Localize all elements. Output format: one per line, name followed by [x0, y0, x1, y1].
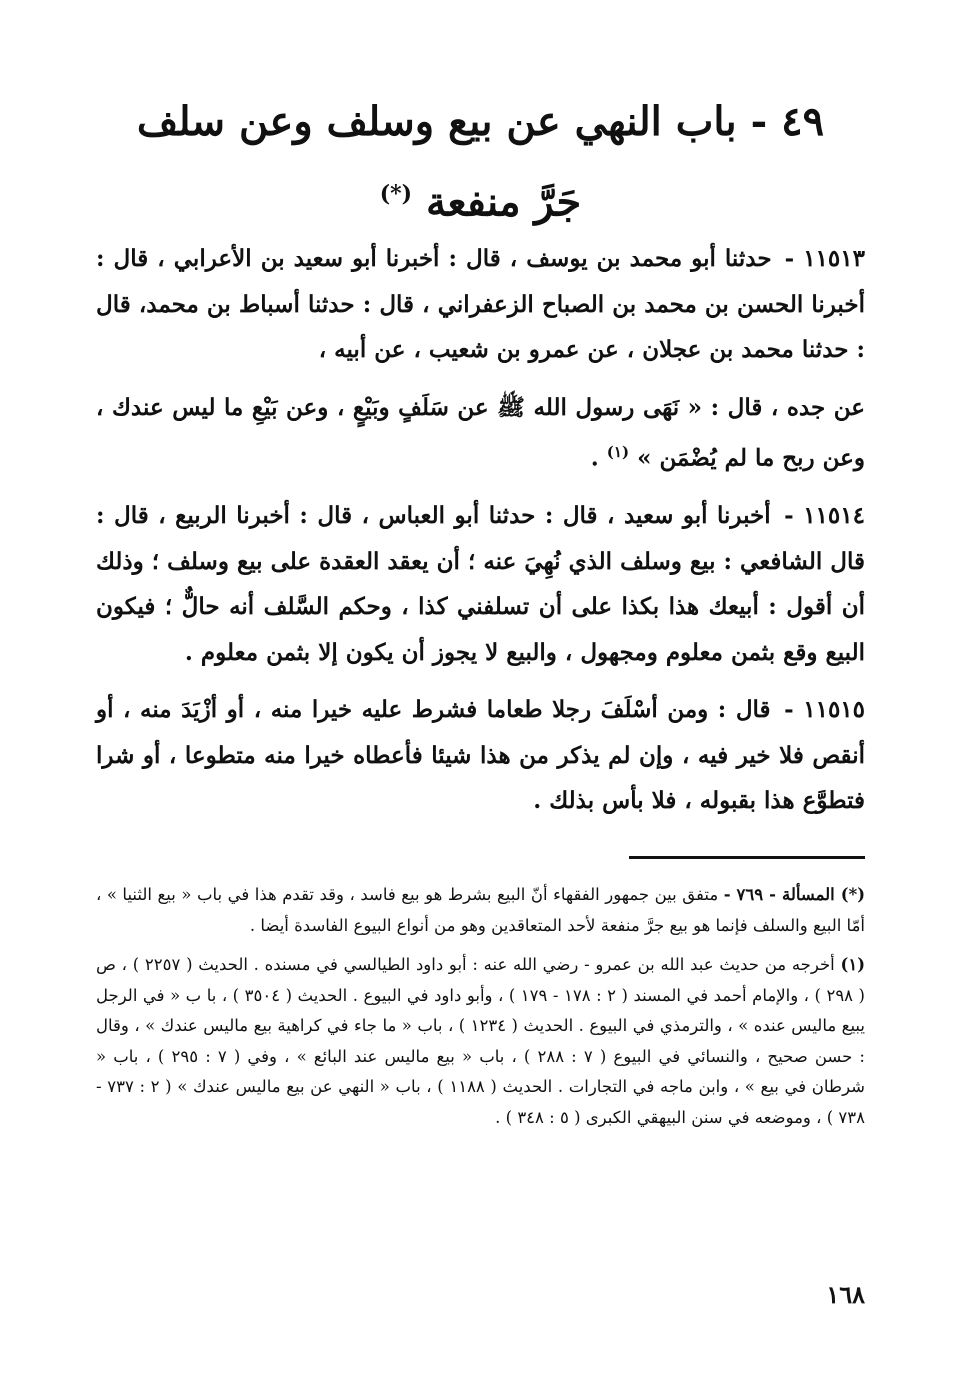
footnote-1 — [96, 950, 865, 1133]
chapter-title-line-2: جَرَّ منفعة — [426, 178, 582, 226]
paragraph-text: عن جده ، قال : « نَهَى رسول الله ﷺ عن سَلَفٍ وبَيْعٍ ، وعن بَيْعِ ما ليس عندك ، وعن ربح ما لم يُضْمَن » — [96, 393, 865, 472]
footnote-divider — [629, 856, 865, 859]
main-text — [96, 236, 865, 836]
footnotes-section — [96, 880, 865, 1142]
page-number: ١٦٨ — [826, 1280, 865, 1309]
footnote-text: أخرجه من حديث عبد الله بن عمرو - رضي الله عنه : أبو داود الطيالسي في مسنده . الحديث ( ٢٢٥٧ ) ، ص ( ٢٩٨ ) ، والإمام أحمد في المسند ( ٢ : ١٧٨ - ١٧٩ ) ، وأبو داود في البيوع . الحديث ( ٣٥٠٤ ) ، با ب « في الرجل يبيع ماليس عنده » ، والترمذي في البيوع . الحديث ( ١٢٣٤ ) ، باب « ما جاء في كراهية بيع ماليس عندك » ، وقال : حسن صحيح ، والنسائي في البيوع ( ٧ : ٢٨٨ ) ، باب « بيع ماليس عند البائع » ، وفي ( ٧ : ٢٩٥ ) ، باب « شرطان في بيع » ، وابن ماجه في التجارات . الحديث ( ١١٨٨ ) ، باب « النهي عن بيع ماليس عندك » ( ٢ : ٧٣٧ - ٧٣٨ ) ، وموضعه في سنن البيهقي الكبرى ( ٥ : ٣٤٨ ) . — [96, 955, 865, 1127]
chapter-footnote-marker: (*) — [379, 181, 413, 207]
chapter-title-continued — [96, 166, 865, 230]
paragraph-text: حدثنا أبو محمد بن يوسف ، قال : أخبرنا أبو سعيد بن الأعرابي ، قال : أخبرنا الحسن بن محمد بن الصباح الزعفراني ، قال : حدثنا أسباط بن محمد، قال : حدثنا محمد بن عجلان ، عن عمرو بن شعيب ، عن أبيه ، — [96, 245, 865, 363]
footnote-reference: (١) — [606, 443, 630, 461]
footnote-text: متفق بين جمهور الفقهاء أنّ البيع بشرط هو بيع فاسد ، وقد تقدم هذا في باب « بيع الثنيا » ، أمّا البيع والسلف فإنما هو بيع جرَّ منفعة لأحد المتعاقدين وهو من أنواع البيوع الفاسدة أيضا . — [96, 885, 865, 935]
chapter-title-line-1: ٤٩ - باب النهي عن بيع وسلف وعن سلف — [136, 98, 825, 145]
hadith-paragraph-11515 — [96, 687, 865, 824]
chapter-title — [96, 92, 865, 152]
hadith-paragraph-11513 — [96, 236, 865, 373]
footnote-head: (١) — [840, 955, 865, 974]
footnote-head: (*) المسألة - ٧٦٩ - — [723, 885, 866, 904]
paragraph-text: أخبرنا أبو سعيد ، قال : حدثنا أبو العباس ، قال : أخبرنا الربيع ، قال : قال الشافعي : بيع وسلف الذي نُهِيَ عنه ؛ أن يعقد العقدة على بيع وسلف ؛ وذلك أن أقول : أبيعك هذا بكذا على أن تسلفني كذا ، وحكم السَّلف أنه حالٌّ ؛ فيكون البيع وقع بثمن معلوم ومجهول ، والبيع لا يجوز أن يكون إلا بثمن معلوم . — [96, 502, 865, 666]
paragraph-number: ١١٥١٤ - — [784, 502, 865, 530]
footnote-masala — [96, 880, 865, 941]
paragraph-text: قال : ومن أسْلَفَ رجلا طعاما فشرط عليه خيرا منه ، أو أزْيَدَ منه ، أو أنقص فلا خير فيه ، وإن لم يذكر من هذا شيئا فأعطاه خيرا منه متطوعا ، أو شرا فتطوَّع هذا بقبوله ، فلا بأس بذلك . — [96, 696, 865, 815]
hadith-paragraph-11514 — [96, 493, 865, 675]
paragraph-number: ١١٥١٥ - — [784, 696, 866, 724]
paragraph-tail: . — [590, 444, 607, 472]
hadith-matn-paragraph — [96, 385, 865, 482]
paragraph-number: ١١٥١٣ - — [784, 245, 865, 272]
